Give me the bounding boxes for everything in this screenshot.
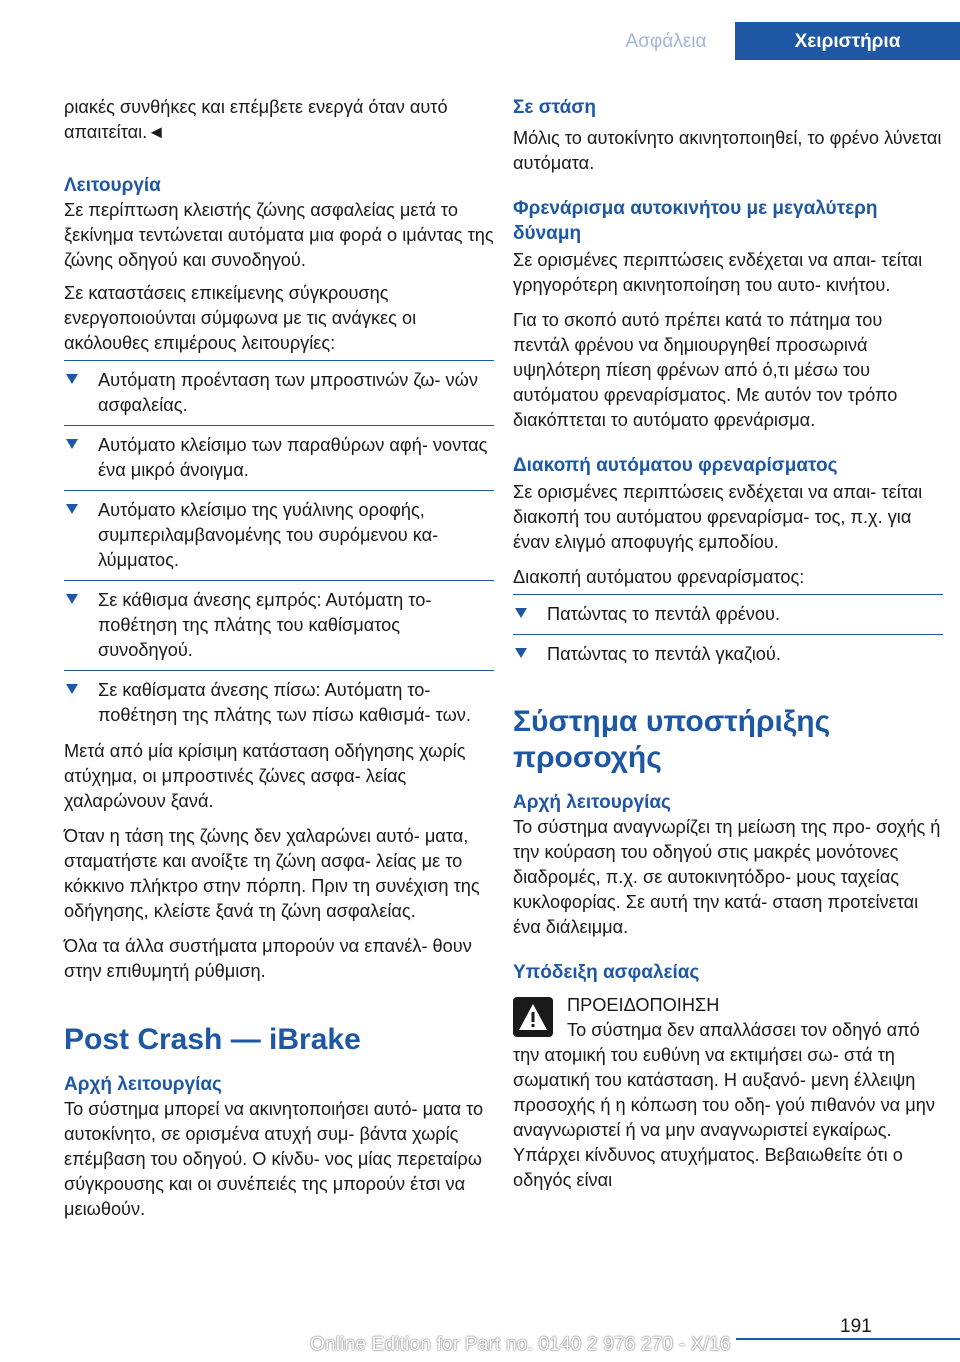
page-number: 191 bbox=[840, 1316, 872, 1337]
principle-heading-right: Αρχή λειτουργίας bbox=[513, 792, 671, 813]
footer-divider bbox=[736, 1338, 960, 1340]
function-list bbox=[64, 360, 494, 735]
principle-paragraph-right: Το σύστημα αναγνωρίζει τη μείωση της προ- σοχής ή την κούραση του οδηγού στις μακρές μονότονες διαδρομές, π.χ. σε αυτοκινητόδρο- μους ταχείας κυκλοφορίας. Σε αυτή την κατά- σταση προτείνεται ένα διάλειμμα. bbox=[513, 817, 941, 937]
warning-title: ΠΡΟΕΙΔΟΠΟΙΗΣΗ bbox=[567, 995, 720, 1015]
list-item: Αυτόματη προένταση των μπροστινών ζω- νών ασφαλείας. bbox=[64, 360, 494, 425]
after-paragraph-3: Όλα τα άλλα συστήματα μπορούν να επανέλ- θουν στην επιθυμητή ρύθμιση. bbox=[64, 936, 472, 981]
safety-note-heading: Υπόδειξη ασφαλείας bbox=[513, 962, 700, 983]
attention-heading: Σύστημα υποστήριξης προσοχής bbox=[513, 705, 831, 774]
triangle-bullet-icon bbox=[66, 439, 78, 449]
list-item: Πατώντας το πεντάλ γκαζιού. bbox=[513, 634, 943, 674]
interrupt-paragraph-2: Διακοπή αυτόματου φρεναρίσματος: bbox=[513, 567, 805, 587]
triangle-bullet-icon bbox=[66, 504, 78, 514]
warning-box bbox=[513, 993, 943, 1193]
interrupt-list bbox=[513, 594, 943, 674]
function-paragraph-2: Σε καταστάσεις επικείμενης σύγκρουσης ενεργοποιούνται σύμφωνα με τις ανάγκες οι ακόλουθες επιμέρους λειτουργίες: bbox=[64, 283, 417, 353]
warning-text: Το σύστημα δεν απαλλάσσει τον οδηγό από την ατομική του ευθύνη να εκτιμήσει σω- στά τη σωματική του κατάσταση. Η αυξανό- μενη έλλειψη προσοχής ή η κόπωση του οδη- γού πιθανόν να μην αναγνωριστεί ή να μην αναγνωριστεί εγκαίρως. Υπάρχει κίνδυνος ατυχήματος. Βεβαιωθείτε ότι ο οδηγός είναι bbox=[513, 1020, 935, 1190]
left-column bbox=[64, 95, 494, 1232]
postcrash-heading: Post Crash — iBrake bbox=[64, 1023, 361, 1056]
after-paragraph-1: Μετά από μία κρίσιμη κατάσταση οδήγησης χωρίς ατύχημα, οι μπροστινές ζώνες ασφα- λείας χαλαρώνουν ξανά. bbox=[64, 741, 466, 811]
braking-paragraph-2: Για το σκοπό αυτό πρέπει κατά το πάτημα του πεντάλ φρένου να δημιουργηθεί προσωρινά υψηλότερη πίεση φρένων από ό,τι μέσω του αυτόματου φρεναρίσματος. Με αυτόν τον τρόπο διακόπτεται το αυτόματο φρενάρισμα. bbox=[513, 310, 898, 430]
after-paragraph-2: Όταν η τάση της ζώνης δεν χαλαρώνει αυτό- ματα, σταματήστε και ανοίξτε τη ζώνη ασφα- λείας με το κόκκινο πλήκτρο στην πόρπη. Πριν τη συνέχιση της οδήγησης, κλείστε ξανά τη ζώνη ασφαλείας. bbox=[64, 826, 480, 921]
function-heading: Λειτουργία bbox=[64, 175, 161, 196]
interrupt-heading: Διακοπή αυτόματου φρεναρίσματος bbox=[513, 455, 838, 476]
principle-paragraph-left: Το σύστημα μπορεί να ακινητοποιήσει αυτό- ματα το αυτοκίνητο, σε ορισμένα ατυχή συμ- βάντα χωρίς επέμβαση του οδηγού. Ο κίνδυ- νος μίας περεταίρω σύγκρουσης και οι συνέπειές της μπορούν έτσι να μειωθούν. bbox=[64, 1099, 484, 1219]
section-tab: Ασφάλεια bbox=[597, 22, 735, 60]
triangle-bullet-icon bbox=[515, 648, 527, 658]
list-item: Αυτόματο κλείσιμο της γυάλινης οροφής, συμπεριλαμβανομένης του συρόμενου κα- λύμματος. bbox=[64, 490, 494, 580]
footer-edition: Online Edition for Part no. 0140 2 976 270 - X/16 bbox=[310, 1334, 731, 1355]
braking-heading: Φρενάρισμα αυτοκινήτου με μεγαλύτερη δύναμη bbox=[513, 198, 878, 244]
triangle-bullet-icon bbox=[66, 374, 78, 384]
intro-paragraph: ριακές συνθήκες και επέμβετε ενεργά όταν αυτό απαιτείται.◄ bbox=[64, 97, 448, 142]
list-item: Σε κάθισμα άνεσης εμπρός: Αυτόματη το- ποθέτηση της πλάτης του καθίσματος συνοδηγού. bbox=[64, 580, 494, 670]
principle-heading-left: Αρχή λειτουργίας bbox=[64, 1074, 222, 1095]
interrupt-paragraph-1: Σε ορισμένες περιπτώσεις ενδέχεται να απαι- τείται διακοπή του αυτόματου φρεναρίσμα- τος, π.χ. για έναν ελιγμό αποφυγής εμποδίου. bbox=[513, 482, 923, 552]
list-item: Αυτόματο κλείσιμο των παραθύρων αφή- νοντας ένα μικρό άνοιγμα. bbox=[64, 425, 494, 490]
list-item: Πατώντας το πεντάλ φρένου. bbox=[513, 594, 943, 634]
function-paragraph-1: Σε περίπτωση κλειστής ζώνης ασφαλείας μετά το ξεκίνημα τεντώνεται αυτόματα μια φορά ο ιμάντας της ζώνης οδηγού και συνοδηγού. bbox=[64, 200, 494, 270]
list-item: Σε καθίσματα άνεσης πίσω: Αυτόματη το- ποθέτηση της πλάτης των πίσω καθισμά- των. bbox=[64, 670, 494, 735]
warning-icon bbox=[513, 997, 553, 1037]
braking-paragraph-1: Σε ορισμένες περιπτώσεις ενδέχεται να απαι- τείται γρηγορότερη ακινητοποίηση του αυτο- κινήτου. bbox=[513, 250, 923, 295]
standstill-paragraph: Μόλις το αυτοκίνητο ακινητοποιηθεί, το φρένο λύνεται αυτόματα. bbox=[513, 128, 942, 173]
triangle-bullet-icon bbox=[66, 594, 78, 604]
triangle-bullet-icon bbox=[515, 608, 527, 618]
standstill-heading: Σε στάση bbox=[513, 97, 596, 118]
chapter-tab: Χειριστήρια bbox=[735, 22, 960, 60]
right-column bbox=[513, 95, 943, 1193]
page-header bbox=[0, 0, 960, 60]
triangle-bullet-icon bbox=[66, 684, 78, 694]
